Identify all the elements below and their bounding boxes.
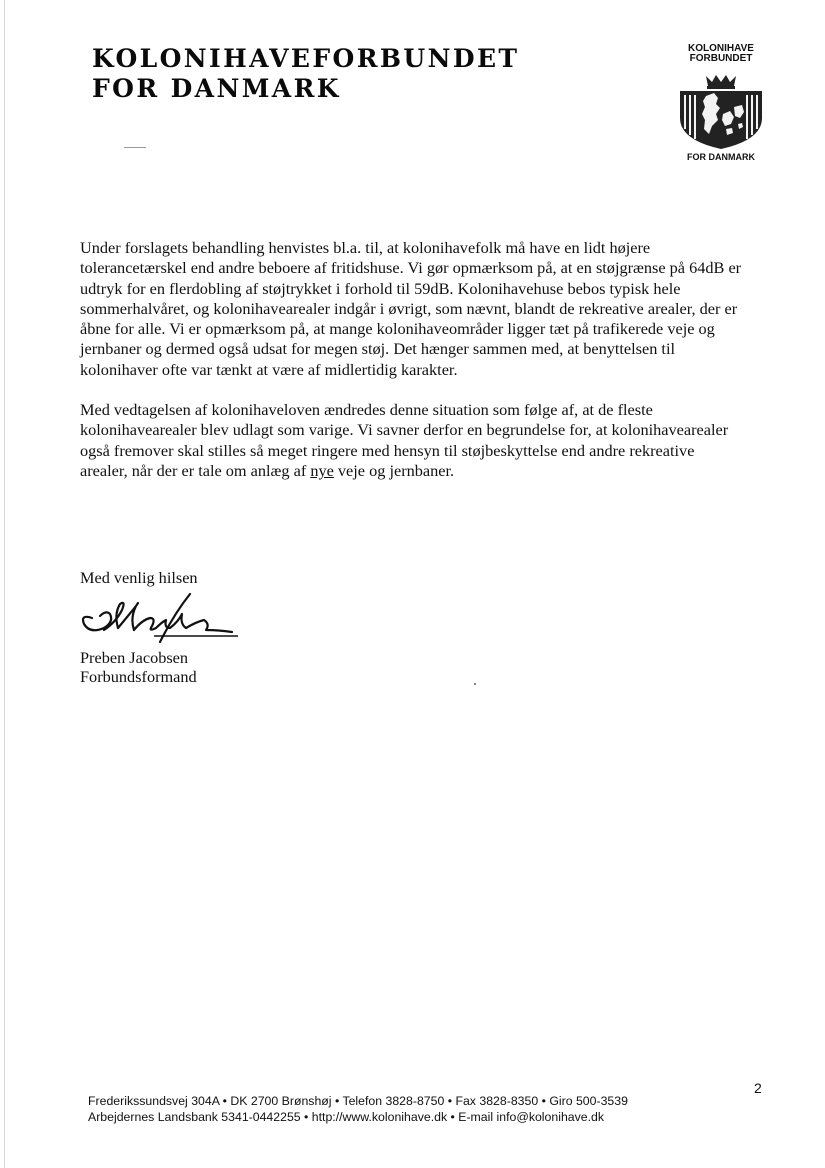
body-paragraph-2 — [80, 400, 780, 481]
organization-title-line1: KOLONIHAVEFORBUNDET — [92, 44, 520, 73]
handwritten-signature — [70, 592, 240, 652]
logo-text-line2: FORBUNDET — [689, 53, 753, 64]
paragraph-line: kolonihavearealer blev udlagt som varige. Vi savner derfor en begrundelse for, at kolonihavearealer — [80, 420, 729, 440]
logo-text-line1: KOLONIHAVE — [688, 43, 754, 54]
stray-mark — [474, 683, 476, 685]
organization-title-line2: FOR DANMARK — [92, 74, 341, 103]
logo-text-line3: FOR DANMARK — [687, 152, 755, 162]
footer-contact — [88, 1093, 628, 1125]
signer-title: Forbundsformand — [80, 667, 197, 686]
paragraph-line: åbne for alle. Vi er opmærksom på, at mange kolonihaveområder ligger tæt på trafikerede veje og — [80, 319, 715, 339]
paragraph-line: jernbaner og dermed også udsat for megen støj. Det hænger sammen med, at benyttelsen til — [80, 339, 676, 359]
letter-body — [80, 238, 780, 501]
paragraph-line: sommerhalvåret, og kolonihavearealer indgår i øvrigt, som nævnt, blandt de rekreative arealer, der er — [80, 298, 738, 318]
paragraph-line: kolonihaver ofte var tænkt at være af midlertidig karakter. — [80, 359, 458, 379]
closing-greeting: Med venlig hilsen — [80, 568, 198, 587]
paragraph-line: Under forslagets behandling henvistes bl.a. til, at kolonihavefolk må have en lidt højere — [80, 238, 651, 257]
page-number: 2 — [754, 1080, 762, 1096]
page-edge — [4, 0, 5, 1168]
footer-line2: Arbejdernes Landsbank 5341-0442255 • http://www.kolonihave.dk • E-mail info@kolonihave.dk — [88, 1110, 605, 1124]
line-text-after: veje og jernbaner. — [333, 460, 455, 480]
header-dash — [124, 147, 146, 148]
paragraph-line-last — [80, 461, 780, 481]
paragraph-line: tolerancetærskel end andre beboere af fritidshuse. Vi gør opmærksom på, at en støjgrænse på 64dB er — [80, 258, 742, 278]
organization-logo — [676, 44, 766, 166]
organization-title — [92, 44, 519, 104]
footer-line1: Frederikssundsvej 304A • DK 2700 Brønshøj • Telefon 3828-8750 • Fax 3828-8350 • Giro 500-3539 — [88, 1094, 628, 1108]
underlined-word: nye — [310, 460, 334, 480]
line-text-before: arealer, når der er tale om anlæg af — [80, 460, 311, 480]
paragraph-line: også fremover skal stilles så meget ringere med hensyn til støjbeskyttelse end andre rekreative — [80, 440, 695, 460]
signer-block — [80, 648, 197, 686]
signer-name: Preben Jacobsen — [80, 648, 189, 667]
paragraph-line: udtryk for en flerdobling af støjtrykket i forhold til 59dB. Kolonihavehuse bebos typisk hele — [80, 278, 681, 298]
crowned-shield-map-of-denmark-icon — [676, 74, 766, 150]
paragraph-line: Med vedtagelsen af kolonihaveloven ændredes denne situation som følge af, at de fleste — [80, 400, 653, 420]
body-paragraph-1 — [80, 238, 780, 380]
